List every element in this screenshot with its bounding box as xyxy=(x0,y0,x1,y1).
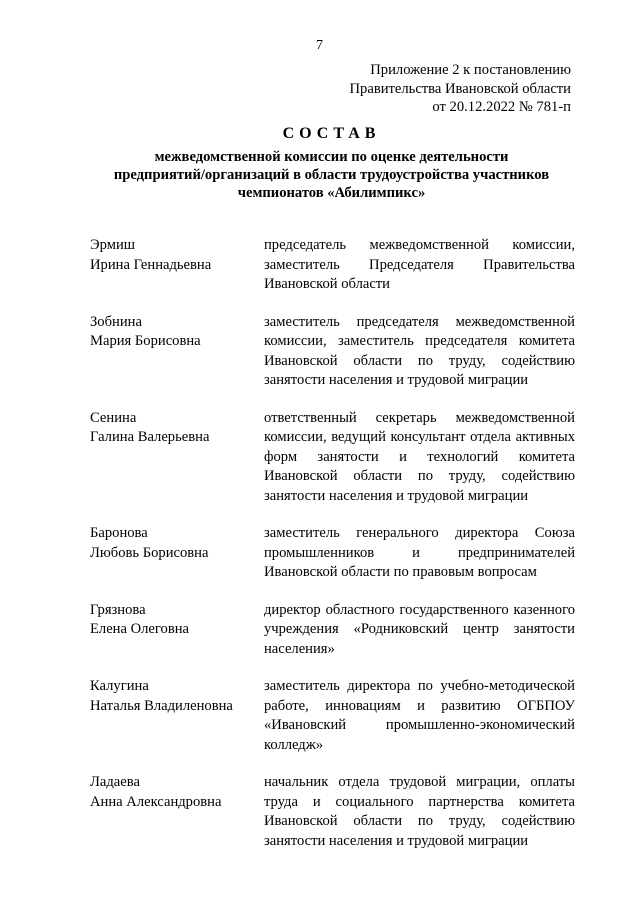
subtitle-line: чемпионатов «Абилимпикс» xyxy=(237,185,426,201)
member-given-name: Наталья Владиленовна xyxy=(90,697,233,714)
document-title: СОСТАВ xyxy=(282,125,381,142)
member-row xyxy=(90,236,573,295)
member-given-name: Мария Борисовна xyxy=(90,333,201,349)
members-list xyxy=(90,236,573,869)
appendix-line: от 20.12.2022 № 781-п xyxy=(432,99,571,115)
member-surname: Зобнина xyxy=(90,313,142,330)
subtitle-line: предприятий/организаций в области трудоустройства участников xyxy=(113,167,550,183)
title-block xyxy=(60,124,603,202)
appendix-line: Приложение 2 к постановлению xyxy=(370,62,571,78)
member-name xyxy=(90,773,264,851)
member-role: заместитель генерального директора Союза промышленников и предпринимателей Ивановской области по правовым вопросам xyxy=(264,525,575,580)
member-given-name: Любовь Борисовна xyxy=(90,544,209,561)
document-subtitle xyxy=(60,148,603,202)
appendix-line: Правительства Ивановской области xyxy=(349,80,571,97)
member-surname: Ладаева xyxy=(90,774,140,790)
member-surname: Грязнова xyxy=(90,601,146,618)
member-role: ответственный секретарь межведомственной комиссии, ведущий консультант отдела активных форм занятости и технологий комитета Ивановской области по труду, содействию занятости населения и трудовой миграции xyxy=(264,409,575,504)
member-row xyxy=(90,773,573,851)
member-name xyxy=(90,409,264,507)
member-given-name: Ирина Геннадьевна xyxy=(90,256,212,273)
subtitle-line: межведомственной комиссии по оценке деятельности xyxy=(154,149,509,165)
appendix-header xyxy=(350,61,571,117)
member-name xyxy=(90,236,264,295)
member-row xyxy=(90,677,573,755)
member-given-name: Анна Александровна xyxy=(90,793,222,810)
member-surname: Сенина xyxy=(90,409,137,426)
member-surname: Калугина xyxy=(90,678,149,694)
page-number: 7 xyxy=(316,38,323,53)
member-role: председатель межведомственной комиссии, заместитель Председателя Правительства Ивановской области xyxy=(264,237,575,292)
member-name xyxy=(90,524,264,583)
member-surname: Баронова xyxy=(90,525,148,541)
member-role: заместитель председателя межведомственной комиссии, заместитель председателя комитета Ивановской области по труду, содействию занятости населения и трудовой миграции xyxy=(264,313,575,388)
member-role: заместитель директора по учебно-методической работе, инновациям и развитию ОГБПОУ «Ивановский промышленно-экономический колледж» xyxy=(264,678,575,753)
member-row xyxy=(90,409,573,507)
member-given-name: Елена Олеговна xyxy=(90,621,190,637)
member-surname: Эрмиш xyxy=(90,237,135,253)
member-role: директор областного государственного казенного учреждения «Родниковский центр занятости населения» xyxy=(264,601,575,657)
member-given-name: Галина Валерьевна xyxy=(90,429,210,445)
member-row xyxy=(90,313,573,391)
member-role: начальник отдела трудовой миграции, оплаты труда и социального партнерства комитета Ивановской области по труду, содействию занятости населения и трудовой миграции xyxy=(264,774,575,849)
member-name xyxy=(90,313,264,391)
member-name xyxy=(90,601,264,660)
member-row xyxy=(90,524,573,583)
member-row xyxy=(90,601,573,660)
member-name xyxy=(90,677,264,755)
